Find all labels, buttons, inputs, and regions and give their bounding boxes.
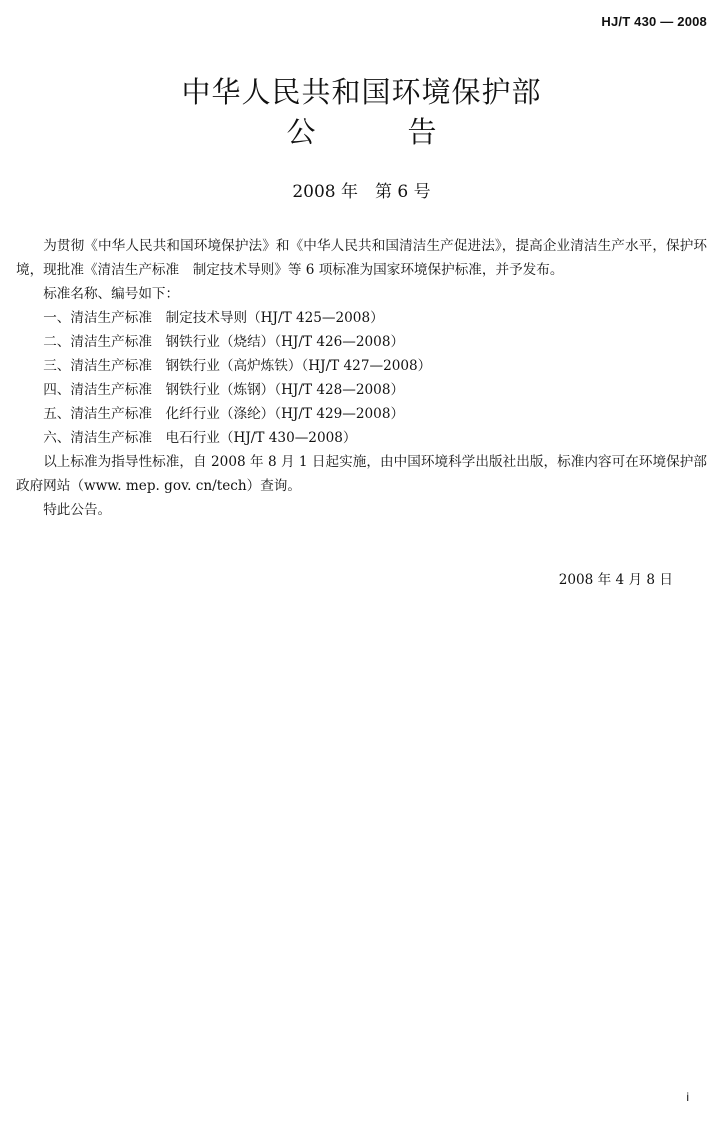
standard-code: HJ/T 430 — 2008	[601, 14, 707, 29]
standard-item-3: 三、清洁生产标准 钢铁行业（高炉炼铁）（HJ/T 427—2008）	[43, 358, 432, 374]
announcement-heading-char-1: 公	[286, 115, 316, 149]
intro-paragraph: 为贯彻《中华人民共和国环境保护法》和《中华人民共和国清洁生产促进法》，提高企业清洁生产水平，保护环境，现批准《清洁生产标准 制定技术导则》等 6 项标准为国家环境保护标准，并予发布。	[16, 238, 707, 278]
standard-item-1: 一、清洁生产标准 制定技术导则（HJ/T 425—2008）	[43, 310, 384, 326]
standard-item-2: 二、清洁生产标准 钢铁行业（烧结）（HJ/T 426—2008）	[43, 334, 405, 350]
page-title: 中华人民共和国环境保护部	[181, 75, 542, 109]
list-heading: 标准名称、编号如下：	[43, 286, 180, 302]
closing-line: 特此公告。	[43, 502, 112, 518]
standard-item-4: 四、清洁生产标准 钢铁行业（炼钢）（HJ/T 428—2008）	[43, 382, 405, 398]
announcement-heading-char-2: 告	[407, 115, 437, 149]
standard-item-5: 五、清洁生产标准 化纤行业（涤纶）（HJ/T 429—2008）	[43, 406, 405, 422]
announcement-date: 2008 年 4 月 8 日	[558, 572, 673, 588]
announcement-heading	[0, 114, 723, 150]
issue-number: 2008 年 第 6 号	[292, 182, 431, 202]
standard-item-6: 六、清洁生产标准 电石行业（HJ/T 430—2008）	[43, 430, 357, 446]
implementation-paragraph: 以上标准为指导性标准，自 2008 年 8 月 1 日起实施，由中国环境科学出版社出版，标准内容可在环境保护部政府网站（www. mep. gov. cn/tech）查询。	[16, 454, 707, 494]
page-number: i	[686, 1090, 689, 1104]
announcement-body	[16, 234, 707, 522]
